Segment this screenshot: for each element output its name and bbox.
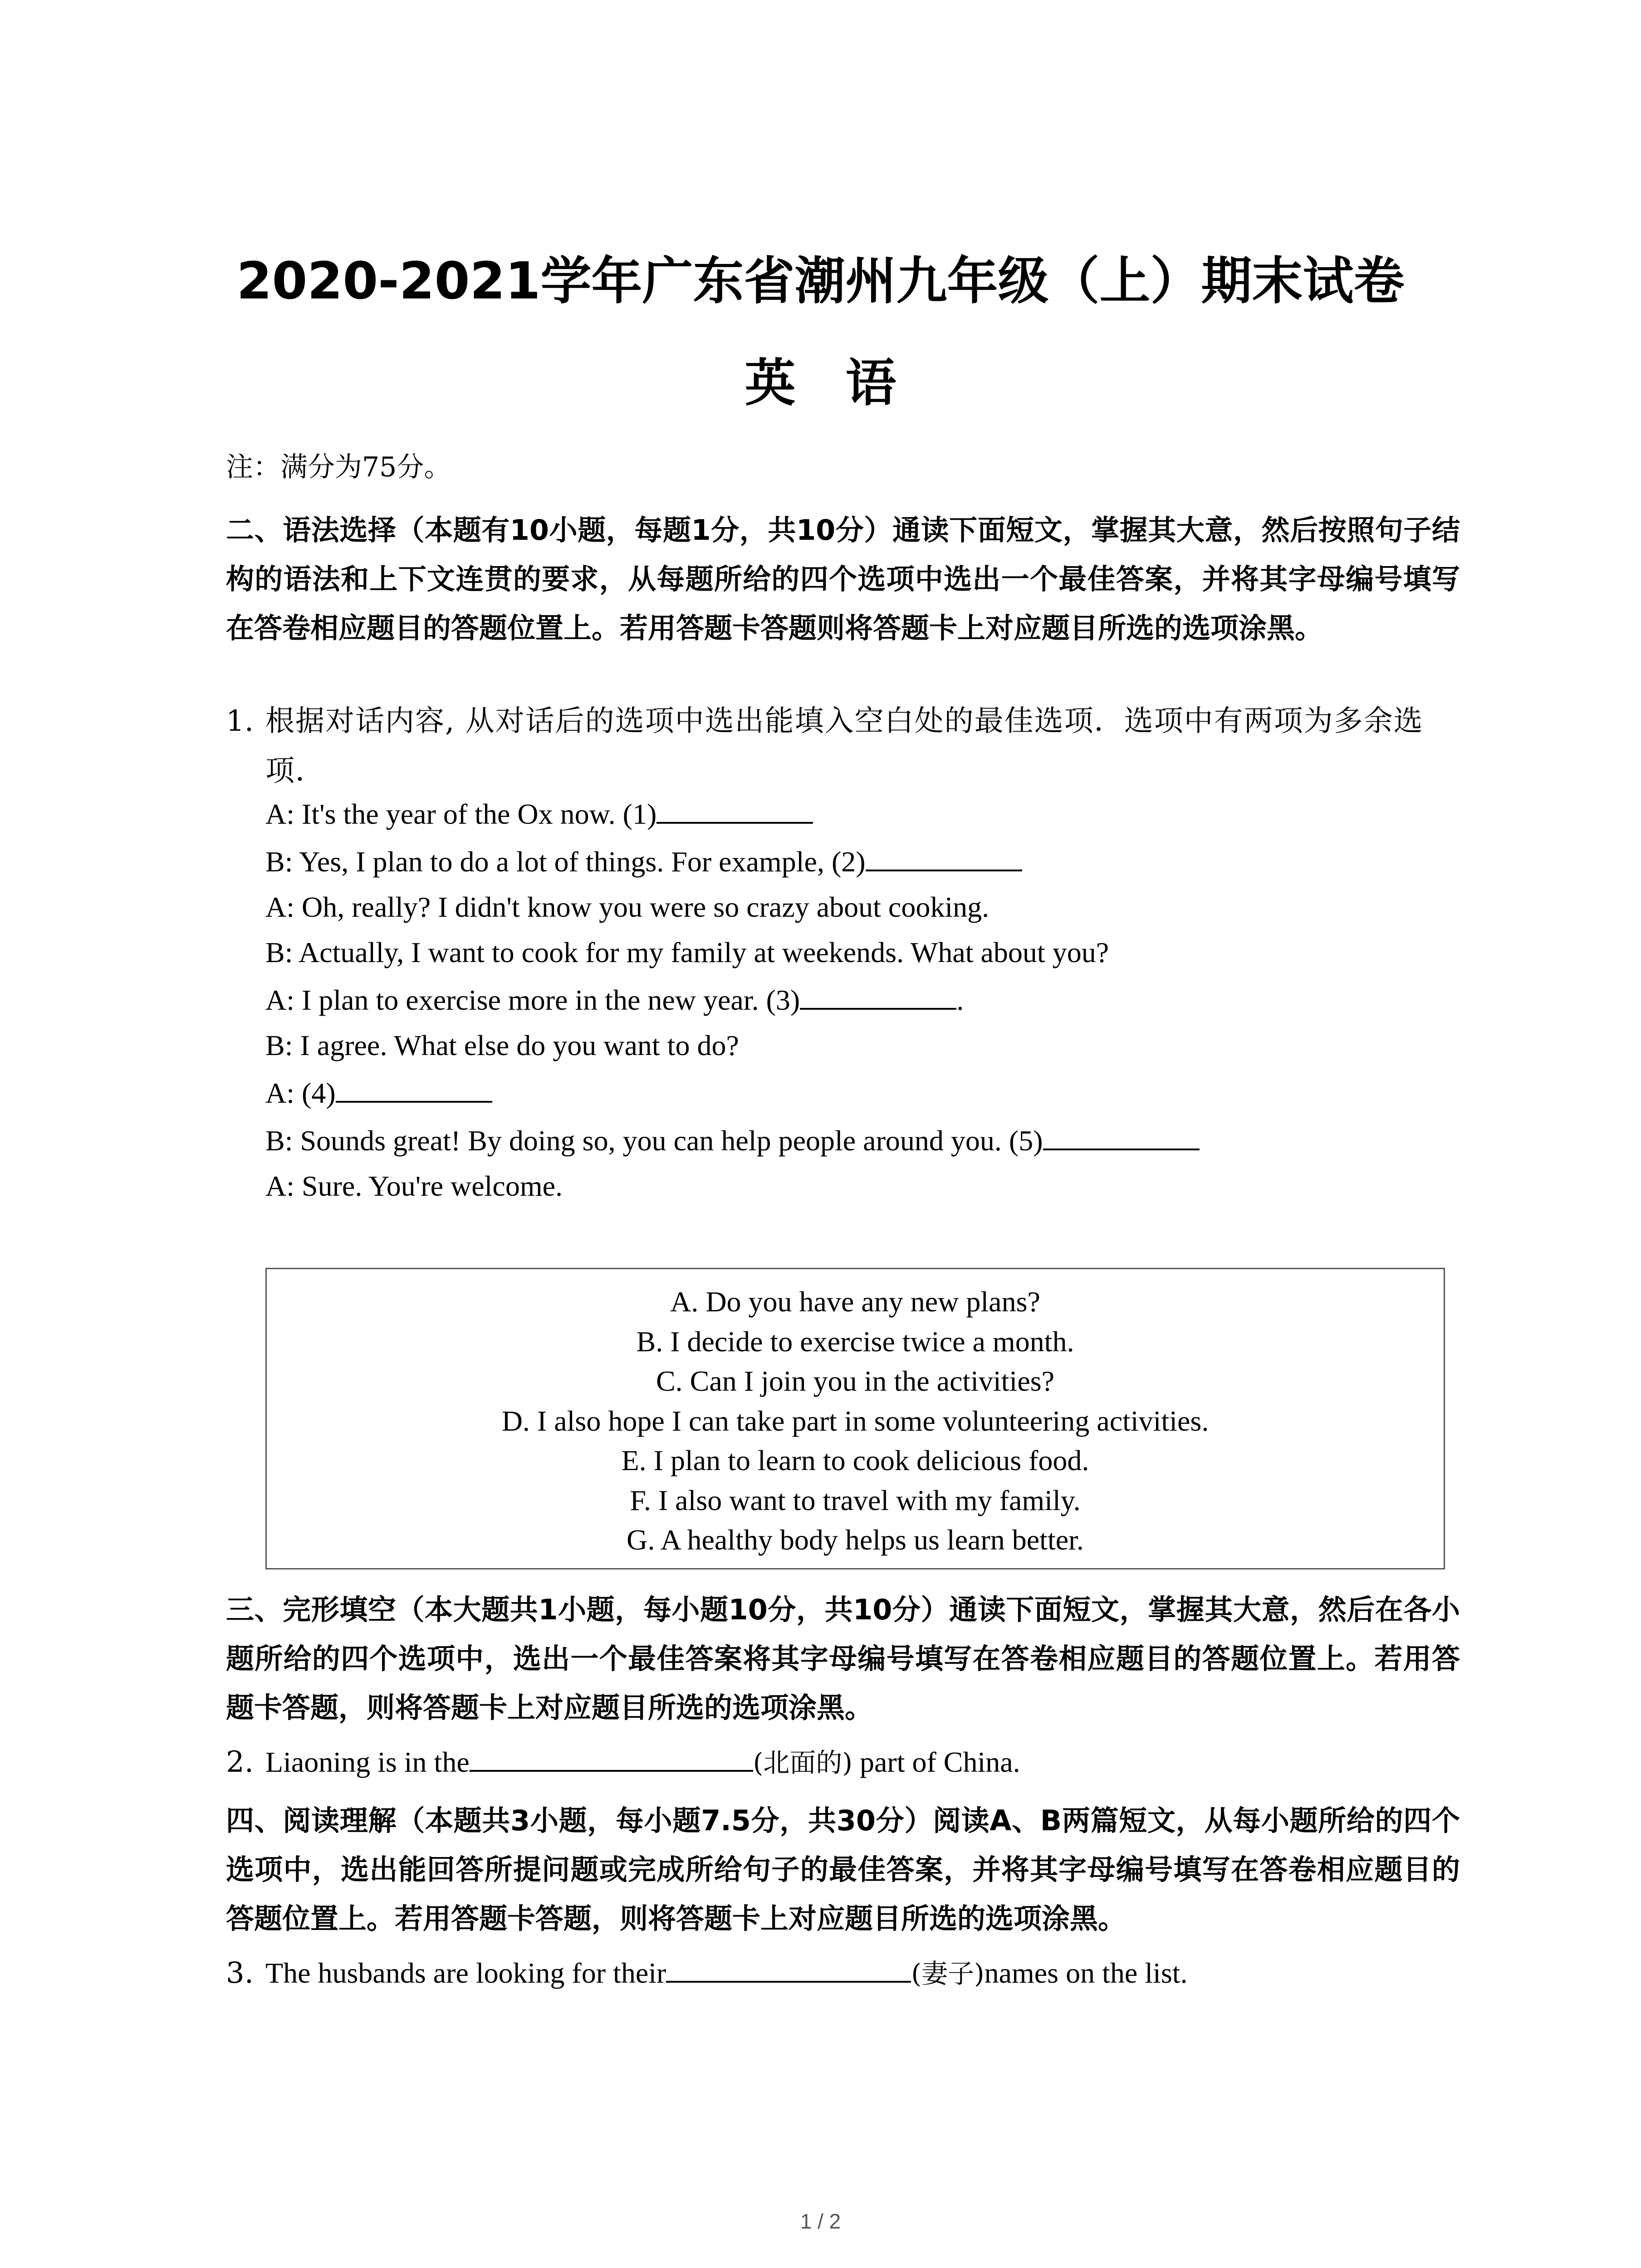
answer-blank[interactable] (1043, 1120, 1200, 1150)
dialogue-text: B: I agree. What else do you want to do? (265, 1029, 739, 1061)
q2-after: part of China. (852, 1746, 1020, 1778)
option-a: A. Do you have any new plans? (670, 1286, 1040, 1318)
dialogue-text: A: I plan to exercise more in the new year. (3) (265, 984, 800, 1016)
q1-instruction: 根据对话内容, 从对话后的选项中选出能填入空白处的最佳选项．选项中有两项为多余选项． (265, 704, 1424, 788)
option-g: G. A healthy body helps us learn better. (627, 1524, 1084, 1556)
answer-blank[interactable] (866, 841, 1022, 871)
dialogue-line (265, 885, 989, 930)
dialogue-line (265, 1163, 563, 1209)
answer-blank[interactable] (470, 1742, 753, 1772)
dialogue-line (265, 792, 813, 837)
option-c: C. Can I join you in the activities? (656, 1365, 1055, 1397)
dialogue-text: B: Actually, I want to cook for my family at weekends. What about you? (265, 936, 1109, 968)
score-note: 注：满分为75分。 (226, 451, 451, 483)
dialogue-text: A: It's the year of the Ox now. (1) (265, 798, 657, 830)
dialogue-line (265, 1023, 739, 1068)
dialogue-text: B: Yes, I plan to do a lot of things. For example, (2) (265, 846, 866, 878)
dialogue-text: A: Sure. You're welcome. (265, 1170, 563, 1202)
q3-hint: (妻子) (911, 1958, 985, 1989)
q3-after: names on the list. (984, 1957, 1188, 1989)
exam-title: 2020-2021学年广东省潮州九年级（上）期末试卷 (236, 252, 1405, 311)
dialogue-tail: . (956, 984, 964, 1016)
q1-number: 1. (226, 704, 254, 738)
dialogue-line (265, 978, 964, 1023)
dialogue-line (265, 839, 1022, 885)
option-d: D. I also hope I can take part in some volunteering activities. (501, 1404, 1209, 1437)
dialogue-text: B: Sounds great! By doing so, you can help people around you. (5) (265, 1124, 1043, 1157)
dialogue-text: A: Oh, really? I didn't know you were so crazy about cooking. (265, 891, 989, 923)
section-grammar-heading: 二、语法选择（本题有10小题，每题1分，共10分）通读下面短文，掌握其大意，然后按照句子结构的语法和上下文连贯的要求，从每题所给的四个选项中选出一个最佳答案，并将其字母编号填写在答卷相应题目的答题位置上。若用答题卡答题则将答题卡上对应题目所选的选项涂黑。 (226, 513, 1460, 645)
option-f: F. I also want to travel with my family. (630, 1484, 1081, 1516)
page-number: 1 / 2 (800, 2209, 841, 2233)
answer-blank[interactable] (666, 1953, 911, 1983)
dialogue-line (265, 1070, 492, 1116)
q2-sentence (265, 1740, 1020, 1785)
dialogue-line (265, 930, 1109, 975)
q3-before: The husbands are looking for their (265, 1957, 666, 1989)
answer-blank[interactable] (800, 980, 956, 1010)
dialogue-text: A: (4) (265, 1077, 336, 1109)
q2-number: 2. (226, 1745, 254, 1779)
section-cloze-heading: 三、完形填空（本大题共1小题，每小题10分，共10分）通读下面短文，掌握其大意，然后在各小题所给的四个选项中，选出一个最佳答案将其字母编号填写在答卷相应题目的答题位置上。若用答题卡答题，则将答题卡上对应题目所选的选项涂黑。 (226, 1593, 1460, 1724)
q3-number: 3. (226, 1956, 254, 1990)
options-box (265, 1268, 1445, 1569)
option-e: E. I plan to learn to cook delicious food. (621, 1444, 1089, 1476)
section-reading-heading: 四、阅读理解（本题共3小题，每小题7.5分，共30分）阅读A、B两篇短文，从每小题所给的四个选项中，选出能回答所提问题或完成所给句子的最佳答案，并将其字母编号填写在答卷相应题目的答题位置上。若用答题卡答题，则将答题卡上对应题目所选的选项涂黑。 (226, 1804, 1460, 1935)
subject-title: 英语 (745, 354, 946, 413)
q2-hint: (北面的) (753, 1747, 852, 1778)
answer-blank[interactable] (336, 1073, 492, 1103)
q2-before: Liaoning is in the (265, 1746, 470, 1778)
q3-sentence (265, 1950, 1188, 1996)
option-b: B. I decide to exercise twice a month. (636, 1325, 1074, 1358)
answer-blank[interactable] (656, 794, 813, 824)
dialogue-line (265, 1118, 1200, 1163)
